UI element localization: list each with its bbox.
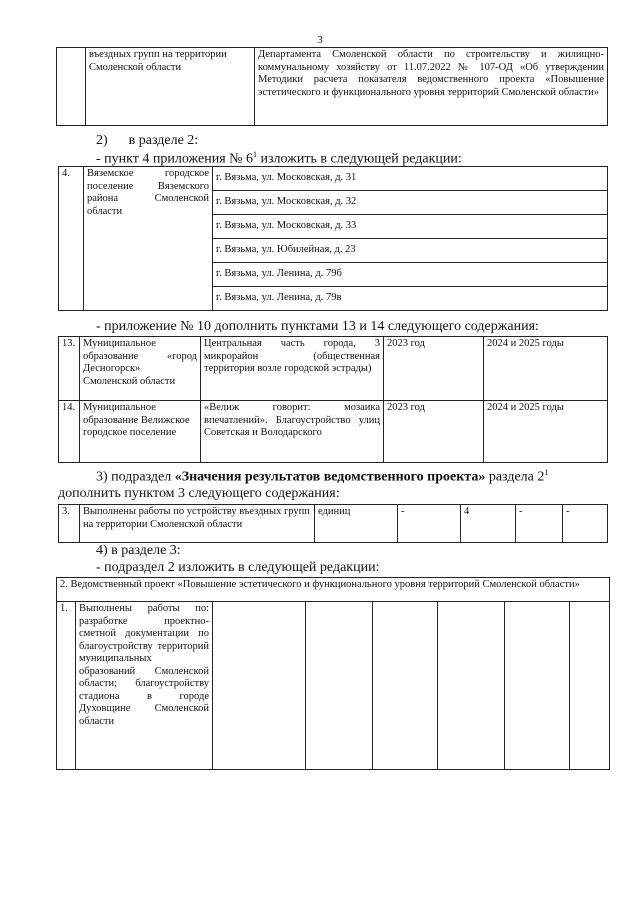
tl-text: Выполнены работы по: разработке проектно-сметной документации по благоустройству территорий муниципальных образований Смоленской области; благоустройству стадиона в городе Духовщине Смоленской области — [76, 602, 213, 770]
sub-point-4-sup: 1 — [253, 150, 257, 159]
t3-num: 3. — [59, 505, 80, 543]
sub-point-4-text: - пункт 4 приложения № 6 — [96, 151, 253, 167]
tl-cell — [373, 602, 438, 770]
t4-address: г. Вязьма, ул. Московская, д. 33 — [213, 215, 608, 239]
t3-c3: - — [516, 505, 563, 543]
t4-address: г. Вязьма, ул. Московская, д. 31 — [213, 167, 608, 191]
t3-c4: - — [563, 505, 608, 543]
table-app-10 — [58, 336, 608, 463]
tl-cell — [570, 602, 610, 770]
t3-unit: единиц — [315, 505, 398, 543]
sub-point-4 — [96, 150, 462, 168]
item-2-text: в разделе 2: — [128, 133, 199, 148]
top-table — [56, 47, 608, 126]
tl-cell — [306, 602, 373, 770]
item-3-line2: дополнить пунктом 3 следующего содержания: — [58, 486, 340, 501]
t4-address: г. Вязьма, ул. Ленина, д. 79б — [213, 263, 608, 287]
top-table-left: въездных групп на территории Смоленской области — [86, 48, 255, 126]
t10-years: 2024 и 2025 годы — [484, 401, 608, 463]
t10-year: 2023 год — [384, 337, 484, 401]
item-4-text: 4) в разделе 3: — [96, 543, 181, 558]
tl-cell — [213, 602, 306, 770]
t4-address: г. Вязьма, ул. Московская, д. 32 — [213, 191, 608, 215]
t10-year: 2023 год — [384, 401, 484, 463]
t10-num: 14. — [59, 401, 80, 463]
t10-mo: Муниципальное образование «город Десногорск» Смоленской области — [80, 337, 201, 401]
item-3-mid: раздела 2 — [485, 469, 545, 485]
t4-address: г. Вязьма, ул. Юбилейная, д. 23 — [213, 239, 608, 263]
top-table-right: Департамента Смоленской области по строительству и жилищно-коммунальному хозяйству от 11.07.2022 № 107-ОД «Об утверждении Методики расчета показателя ведомственного проекта «Повышение эстетического и функционального уровня территорий Смоленской области» — [255, 48, 608, 126]
tl-header: 2. Ведомственный проект «Повышение эстетического и функционального уровня территорий Смоленской области» — [57, 578, 610, 602]
app-10-text: - приложение № 10 дополнить пунктами 13 и 14 следующего содержания: — [96, 319, 539, 334]
item-2 — [96, 133, 198, 149]
t4-settlement: Вяземское городское поселение Вяземского района Смоленской области — [84, 167, 213, 311]
table-point-4 — [58, 166, 608, 311]
t4-address: г. Вязьма, ул. Ленина, д. 79в — [213, 287, 608, 311]
tl-num: 1. — [57, 602, 76, 770]
tl-cell — [505, 602, 570, 770]
item-3-prefix: 3) подраздел — [96, 469, 175, 485]
t10-num: 13. — [59, 337, 80, 401]
table-item-3 — [58, 504, 608, 543]
item-3 — [96, 468, 548, 486]
t3-text: Выполнены работы по устройству въездных групп на территории Смоленской области — [80, 505, 315, 543]
table-last — [56, 577, 610, 770]
t3-c1: - — [398, 505, 461, 543]
item-2-number: 2) — [96, 133, 108, 148]
sub-point-4-tail: изложить в следующей редакции: — [257, 151, 462, 167]
tl-cell — [438, 602, 505, 770]
item-3-bold: «Значения результатов ведомственного проекта» — [174, 469, 486, 485]
page-number: 3 — [317, 34, 323, 46]
item-3-sup: 1 — [544, 468, 549, 477]
t10-years: 2024 и 2025 годы — [484, 337, 608, 401]
t4-num: 4. — [59, 167, 84, 311]
t10-mo: Муниципальное образование Велижское городское поселение — [80, 401, 201, 463]
sub-2-text: - подраздел 2 изложить в следующей редакции: — [96, 560, 380, 575]
t10-object: Центральная часть города, 3 микрорайон (общественная территория возле городской эстрады) — [201, 337, 384, 401]
t10-object: «Велиж говорит: мозаика впечатлений». Благоустройство улиц Советская и Володарского — [201, 401, 384, 463]
t3-c2: 4 — [461, 505, 516, 543]
